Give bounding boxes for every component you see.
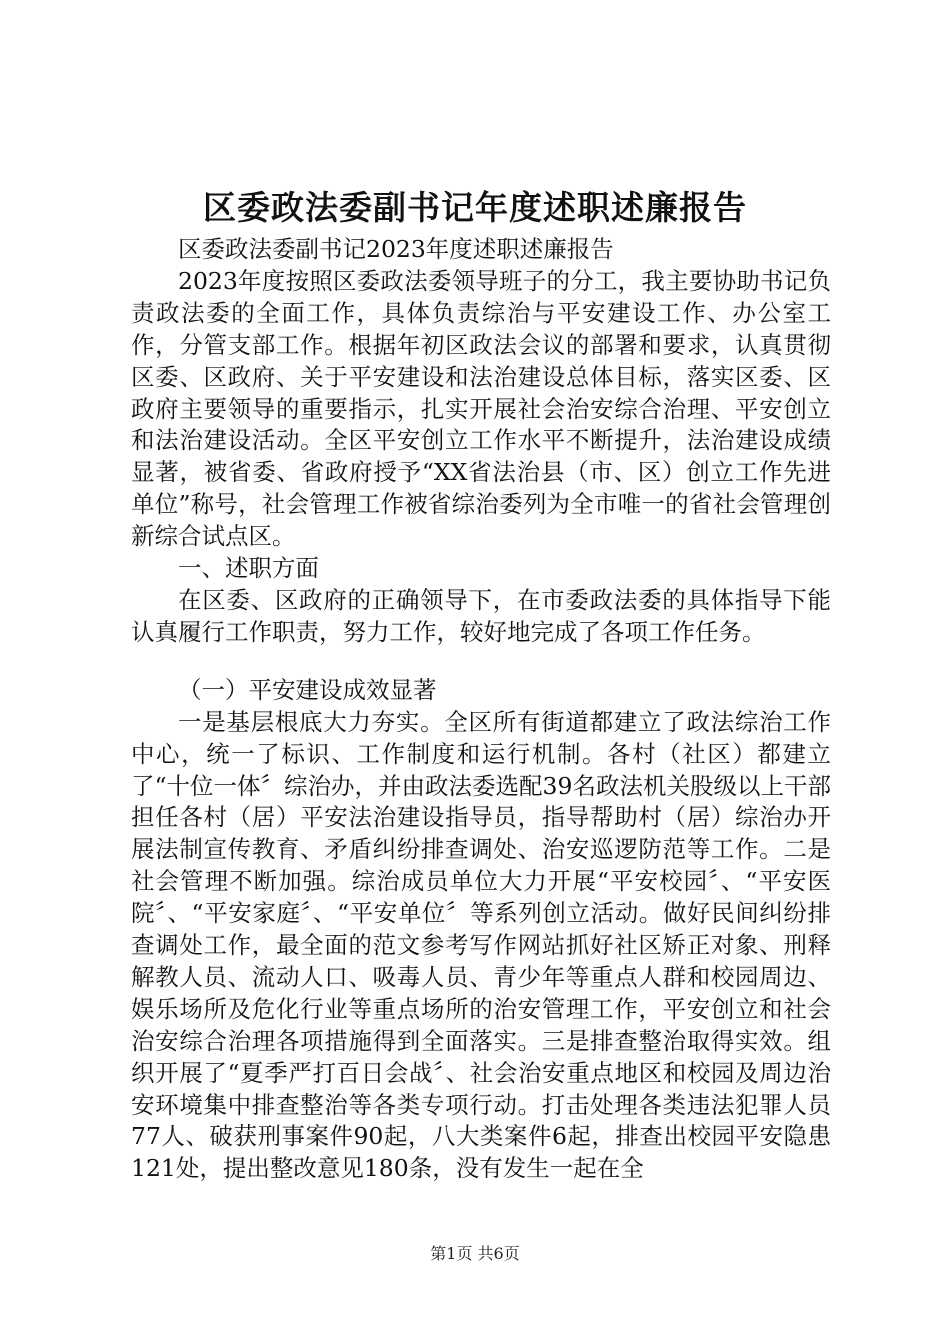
section-heading-duty: 一、述职方面	[178, 554, 319, 583]
subsection-heading-safety: （一）平安建设成效显著	[178, 675, 437, 704]
safety-details-paragraph: 一是基层根底大力夯实。全区所有街道都建立了政法综治工作中心，统一了标识、工作制度和运行机制。各村（社区）都建立了“十位一体〞综治办，并由政法委选配39名政法机关股级以上干部担任各村（居）平安法治建设指导员，指导帮助村（居）综治办开展法制宣传教育、矛盾纠纷排查调处、治安巡逻防范等工作。二是社会管理不断加强。综治成员单位大力开展“平安校园〞、“平安医院〞、“平安家庭〞、“平安单位〞等系列创立活动。做好民间纠纷排查调处工作，最全面的范文参考写作网站抓好社区矫正对象、刑释解教人员、流动人口、吸毒人员、青少年等重点人群和校园周边、娱乐场所及危化行业等重点场所的治安管理工作，平安创立和社会治安综合治理各项措施得到全面落实。三是排查整治取得实效。组织开展了“夏季严打百日会战〞、社会治安重点地区和校园及周边治安环境集中排查整治等各类专项行动。打击处理各类违法犯罪人员77人、破获刑事案件90起，八大类案件6起，排查出校园平安隐患121处，提出整改意见180条，没有发生一起在全	[131, 707, 831, 1183]
document-body	[131, 234, 831, 1185]
intro-paragraph: 2023年度按照区委政法委领导班子的分工，我主要协助书记负责政法委的全面工作，具体负责综治与平安建设工作、办公室工作，分管支部工作。根据年初区政法会议的部署和要求，认真贯彻区委、区政府、关于平安建设和法治建设总体目标，落实区委、区政府主要领导的重要指示，扎实开展社会治安综合治理、平安创立和法治建设活动。全区平安创立工作水平不断提升，法治建设成绩显著，被省委、省政府授予“XX省法治县（市、区）创立工作先进单位”称号，社会管理工作被省综治委列为全市唯一的省社会管理创新综合试点区。	[131, 266, 831, 551]
document-title: 区委政法委副书记年度述职述廉报告	[203, 188, 747, 227]
page-number-footer: 第1页 共6页	[430, 1244, 520, 1263]
duty-summary-paragraph: 在区委、区政府的正确领导下，在市委政法委的具体指导下能认真履行工作职责，努力工作，较好地完成了各项工作任务。	[131, 585, 831, 646]
report-subtitle-paragraph: 区委政法委副书记2023年度述职述廉报告	[178, 235, 614, 263]
